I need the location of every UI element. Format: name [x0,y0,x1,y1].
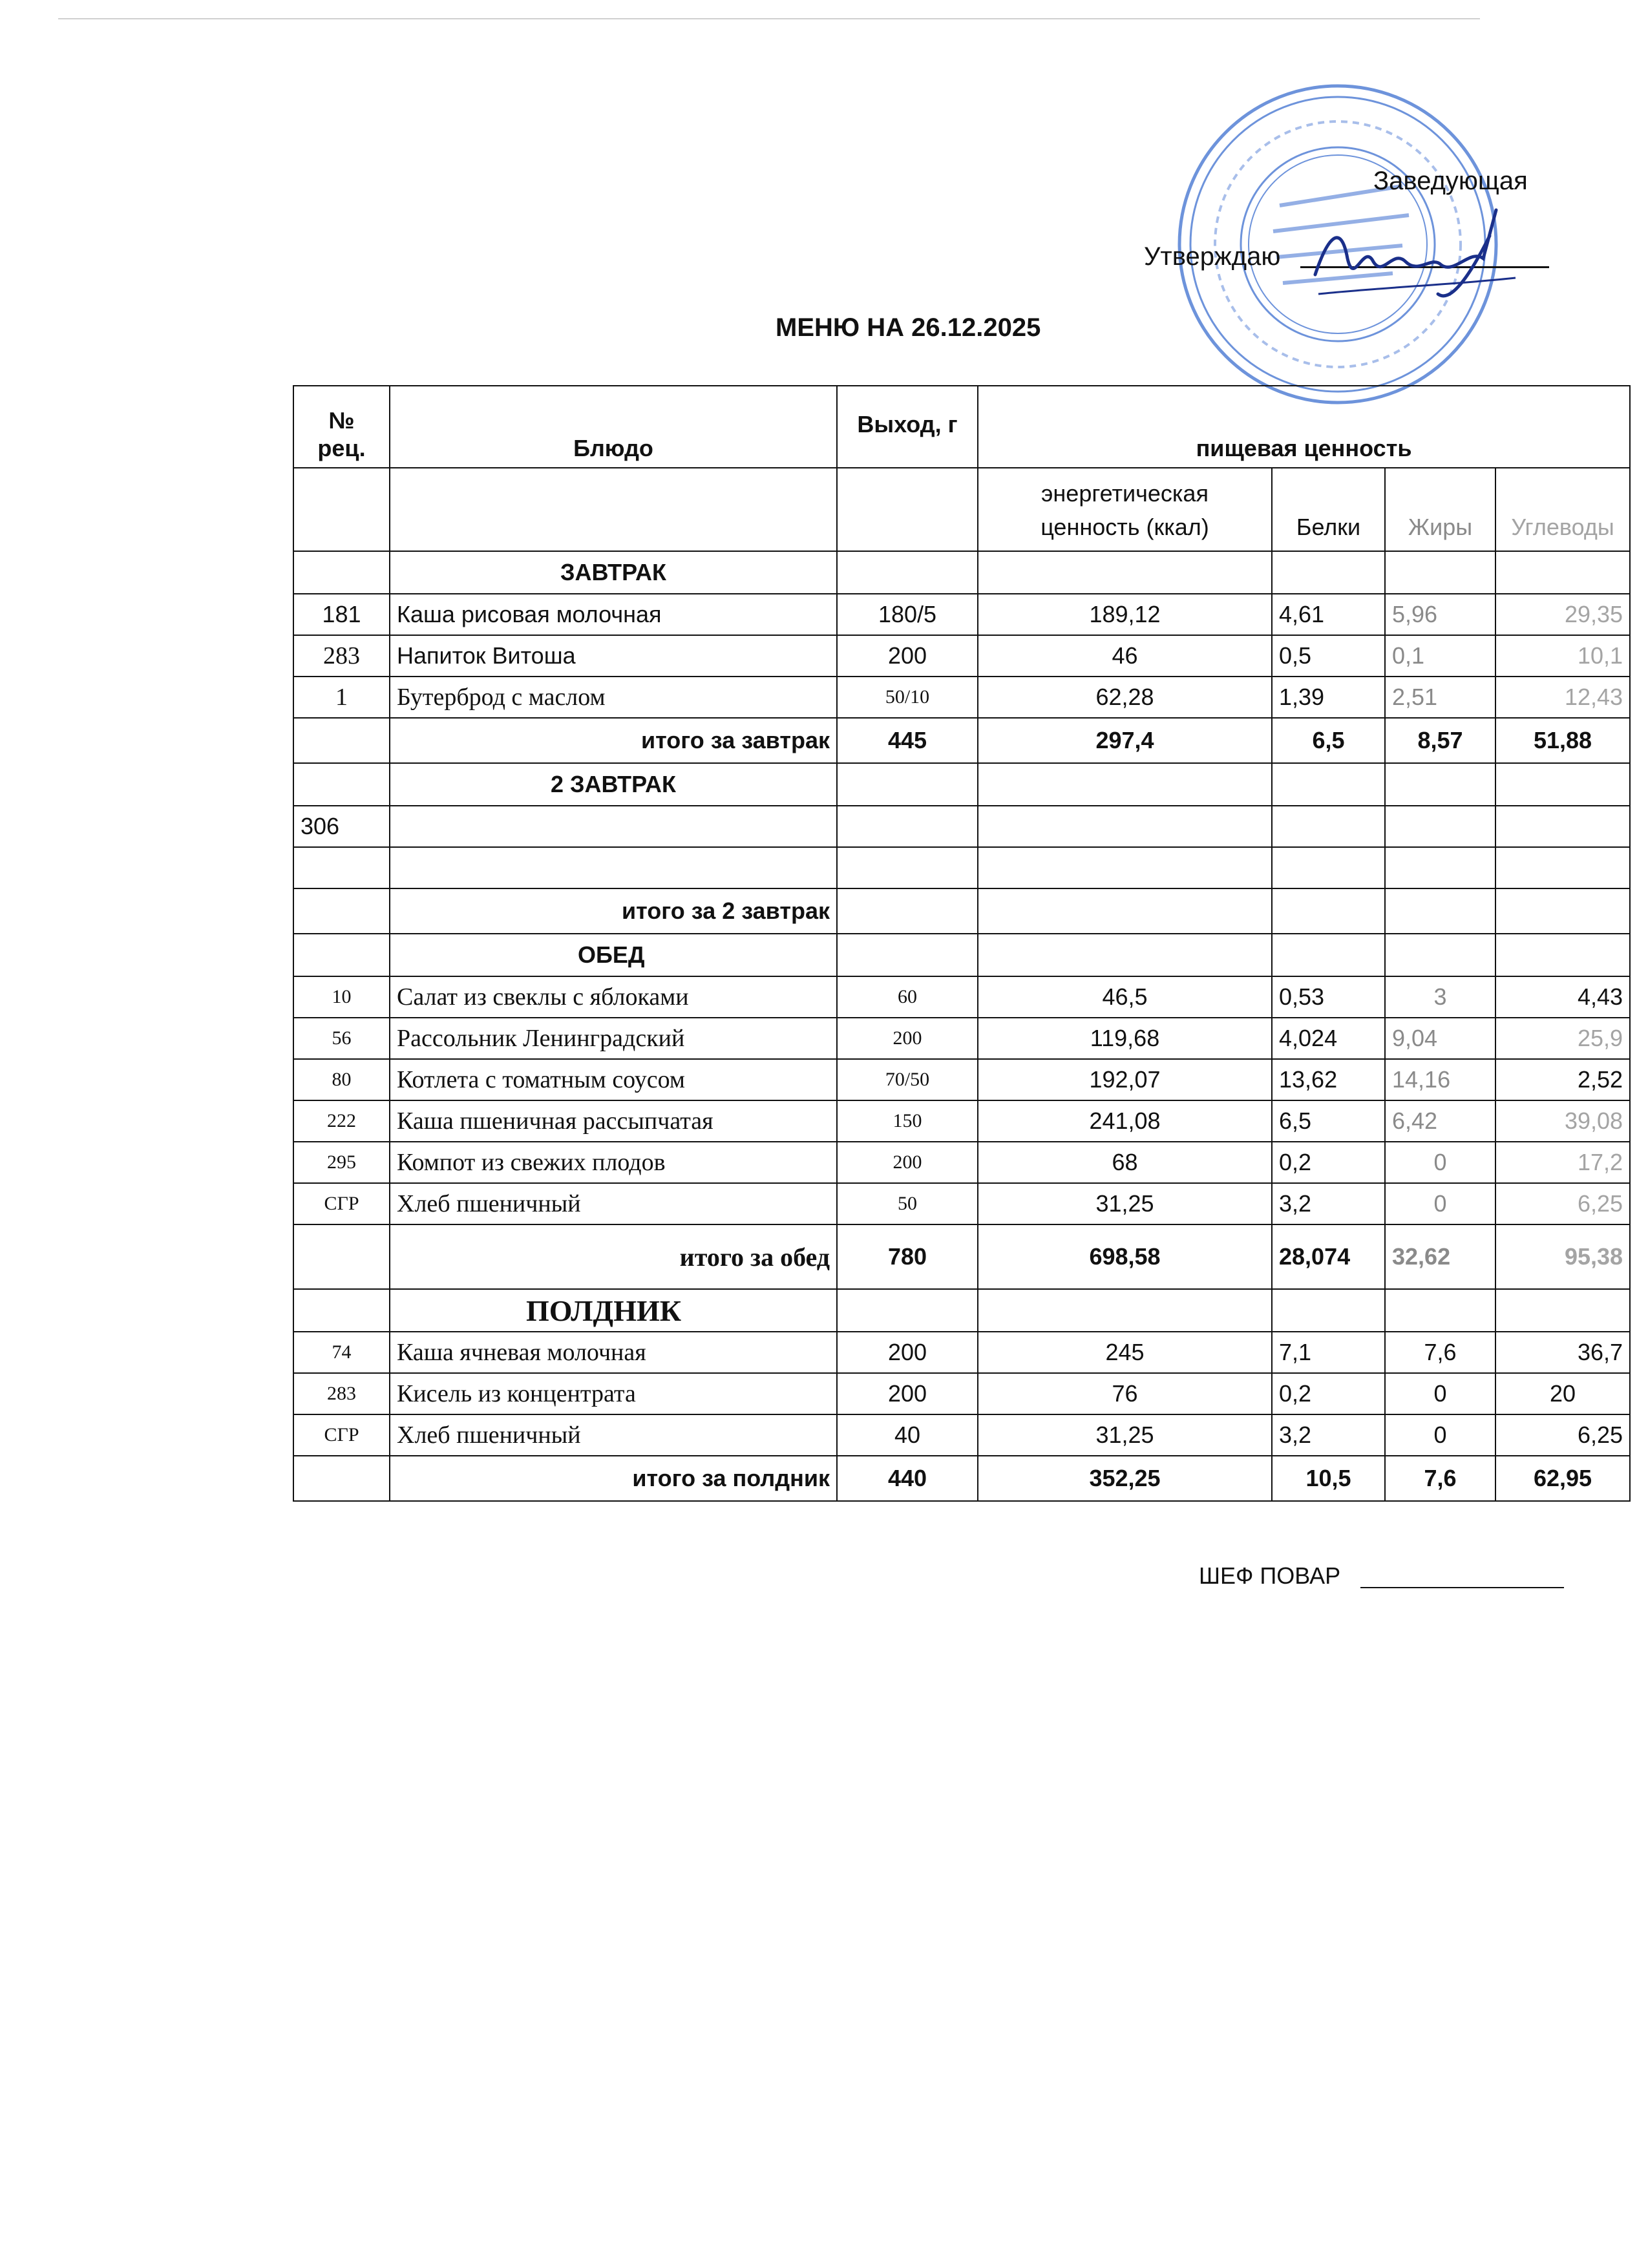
energy-value: 68 [978,1142,1272,1183]
empty-cell [837,806,978,847]
yield-value: 200 [837,1332,978,1373]
table-row [293,1373,1630,1414]
carbs-value: 25,9 [1495,1018,1630,1059]
total-carbs: 51,88 [1495,718,1630,763]
protein-value: 4,61 [1272,594,1385,635]
energy-value: 119,68 [978,1018,1272,1059]
empty-cell [1495,806,1630,847]
empty-cell [1272,934,1385,976]
col-rec-no-header: № рец. [293,386,390,468]
fat-value: 9,04 [1385,1018,1495,1059]
empty-cell [978,551,1272,594]
empty-cell [1272,551,1385,594]
table-row [293,1100,1630,1142]
total-carbs: 95,38 [1495,1224,1630,1289]
empty-cell [293,468,390,551]
empty-cell [1385,934,1495,976]
empty-cell [837,1289,978,1332]
yield-value: 200 [837,1018,978,1059]
top-border-line [58,18,1480,19]
fat-value: 0,1 [1385,635,1495,677]
empty-cell [978,888,1272,934]
dish-name: Компот из свежих плодов [390,1142,837,1183]
empty-cell [978,763,1272,806]
empty-cell [1495,847,1630,888]
carbs-value: 10,1 [1495,635,1630,677]
yield-value: 50 [837,1183,978,1224]
empty-cell [837,763,978,806]
empty-cell [293,718,390,763]
table-row [293,677,1630,718]
yield-value: 200 [837,1373,978,1414]
empty-cell [1495,763,1630,806]
table-row [293,847,1630,888]
empty-cell [293,934,390,976]
dish-name: Каша пшеничная рассыпчатая [390,1100,837,1142]
energy-value: 189,12 [978,594,1272,635]
total-energy: 297,4 [978,718,1272,763]
approver-role: Заведующая [1373,167,1528,195]
empty-cell [837,468,978,551]
empty-cell [293,888,390,934]
dish-name: Хлеб пшеничный [390,1183,837,1224]
protein-value: 0,2 [1272,1373,1385,1414]
fat-value: 0 [1385,1373,1495,1414]
table-row [293,1059,1630,1100]
carbs-value: 17,2 [1495,1142,1630,1183]
empty-cell [293,847,390,888]
carbs-value: 6,25 [1495,1183,1630,1224]
total-yield: 445 [837,718,978,763]
total-fat: 32,62 [1385,1224,1495,1289]
col-energy-header: энергетическая ценность (ккал) [978,468,1272,551]
protein-value: 3,2 [1272,1414,1385,1456]
fat-value: 2,51 [1385,677,1495,718]
empty-cell [1385,551,1495,594]
fat-value: 14,16 [1385,1059,1495,1100]
total-carbs: 62,95 [1495,1456,1630,1501]
table-row [293,1332,1630,1373]
empty-cell [1385,888,1495,934]
table-row [293,1018,1630,1059]
empty-cell [1385,806,1495,847]
total-yield: 440 [837,1456,978,1501]
fat-value: 5,96 [1385,594,1495,635]
menu-table [293,385,1631,1502]
empty-cell [837,888,978,934]
dish-name: Хлеб пшеничный [390,1414,837,1456]
rec-no: 222 [293,1100,390,1142]
dish-name: Салат из свеклы с яблоками [390,976,837,1018]
yield-value: 200 [837,1142,978,1183]
approve-word: Утверждаю [1144,242,1281,271]
empty-cell [837,847,978,888]
fat-value: 0 [1385,1183,1495,1224]
empty-cell [1272,763,1385,806]
total-energy: 352,25 [978,1456,1272,1501]
total-row [293,718,1630,763]
total-label: итого за 2 завтрак [390,888,837,934]
section-title-breakfast2: 2 ЗАВТРАК [390,763,837,806]
col-yield-header: Выход, г [837,386,978,468]
dish-name: Котлета с томатным соусом [390,1059,837,1100]
rec-no: 283 [293,635,390,677]
yield-value: 180/5 [837,594,978,635]
carbs-value: 36,7 [1495,1332,1630,1373]
total-protein: 10,5 [1272,1456,1385,1501]
empty-cell [293,763,390,806]
section-title-lunch: ОБЕД [390,934,837,976]
empty-cell [1272,806,1385,847]
page-title: МЕНЮ НА 26.12.2025 [776,313,1041,342]
empty-cell [293,551,390,594]
yield-value: 150 [837,1100,978,1142]
protein-value: 13,62 [1272,1059,1385,1100]
table-row [293,806,1630,847]
energy-value: 241,08 [978,1100,1272,1142]
empty-cell [978,847,1272,888]
rec-no: 295 [293,1142,390,1183]
col-carbs-header: Углеводы [1495,468,1630,551]
empty-cell [978,806,1272,847]
table-row [293,976,1630,1018]
energy-value: 192,07 [978,1059,1272,1100]
empty-cell [1495,1289,1630,1332]
empty-cell [1495,934,1630,976]
rec-no: 1 [293,677,390,718]
rec-no: 10 [293,976,390,1018]
empty-cell [978,1289,1272,1332]
dish-name: Напиток Витоша [390,635,837,677]
carbs-value: 6,25 [1495,1414,1630,1456]
carbs-value: 4,43 [1495,976,1630,1018]
protein-value: 0,2 [1272,1142,1385,1183]
dish-name: Бутерброд с маслом [390,677,837,718]
col-nutrition-header: пищевая ценность [978,386,1630,468]
table-row [293,1183,1630,1224]
rec-no: СГР [293,1183,390,1224]
table-row [293,1414,1630,1456]
total-label: итого за полдник [390,1456,837,1501]
empty-cell [293,1289,390,1332]
total-label: итого за обед [390,1224,837,1289]
empty-cell [978,934,1272,976]
empty-cell [390,847,837,888]
empty-cell [1272,888,1385,934]
protein-value: 3,2 [1272,1183,1385,1224]
protein-value: 1,39 [1272,677,1385,718]
fat-value: 0 [1385,1142,1495,1183]
carbs-value: 39,08 [1495,1100,1630,1142]
fat-value: 6,42 [1385,1100,1495,1142]
protein-value: 7,1 [1272,1332,1385,1373]
yield-value: 70/50 [837,1059,978,1100]
protein-value: 4,024 [1272,1018,1385,1059]
empty-cell [1385,763,1495,806]
yield-value: 200 [837,635,978,677]
empty-cell [1495,888,1630,934]
yield-value: 60 [837,976,978,1018]
total-label: итого за завтрак [390,718,837,763]
fat-value: 3 [1385,976,1495,1018]
rec-no: СГР [293,1414,390,1456]
table-row [293,1142,1630,1183]
rec-no: 283 [293,1373,390,1414]
carbs-value: 20 [1495,1373,1630,1414]
energy-value: 31,25 [978,1183,1272,1224]
total-energy: 698,58 [978,1224,1272,1289]
empty-cell [1272,847,1385,888]
fat-value: 0 [1385,1414,1495,1456]
empty-cell [837,551,978,594]
total-protein: 6,5 [1272,718,1385,763]
total-fat: 7,6 [1385,1456,1495,1501]
rec-no: 80 [293,1059,390,1100]
empty-cell [1272,1289,1385,1332]
energy-value: 62,28 [978,677,1272,718]
col-dish-header: Блюдо [390,386,837,468]
empty-cell [837,934,978,976]
table-row [293,635,1630,677]
protein-value: 6,5 [1272,1100,1385,1142]
energy-value: 31,25 [978,1414,1272,1456]
dish-name: Рассольник Ленинградский [390,1018,837,1059]
total-protein: 28,074 [1272,1224,1385,1289]
dish-name: Каша рисовая молочная [390,594,837,635]
rec-no: 306 [293,806,390,847]
energy-value: 46,5 [978,976,1272,1018]
section-title-breakfast: ЗАВТРАК [390,551,837,594]
col-fat-header: Жиры [1385,468,1495,551]
energy-value: 245 [978,1332,1272,1373]
empty-cell [293,1224,390,1289]
total-yield: 780 [837,1224,978,1289]
rec-no: 74 [293,1332,390,1373]
empty-cell [293,1456,390,1501]
yield-value: 40 [837,1414,978,1456]
energy-value: 76 [978,1373,1272,1414]
energy-value: 46 [978,635,1272,677]
empty-cell [390,468,837,551]
dish-name: Каша ячневая молочная [390,1332,837,1373]
carbs-value: 12,43 [1495,677,1630,718]
empty-cell [1385,847,1495,888]
handwritten-signature [1302,197,1535,307]
fat-value: 7,6 [1385,1332,1495,1373]
empty-cell [1385,1289,1495,1332]
chef-signature-line [1360,1587,1564,1588]
total-row [293,888,1630,934]
section-title-snack: ПОЛДНИК [390,1289,837,1332]
col-protein-header: Белки [1272,468,1385,551]
total-fat: 8,57 [1385,718,1495,763]
rec-no: 56 [293,1018,390,1059]
dish-name: Кисель из концентрата [390,1373,837,1414]
carbs-value: 29,35 [1495,594,1630,635]
yield-value: 50/10 [837,677,978,718]
rec-no: 181 [293,594,390,635]
empty-cell [390,806,837,847]
carbs-value: 2,52 [1495,1059,1630,1100]
empty-cell [1495,551,1630,594]
table-row [293,594,1630,635]
total-row [293,1456,1630,1501]
protein-value: 0,5 [1272,635,1385,677]
chef-label: ШЕФ ПОВАР [1199,1562,1341,1589]
total-row [293,1224,1630,1289]
protein-value: 0,53 [1272,976,1385,1018]
